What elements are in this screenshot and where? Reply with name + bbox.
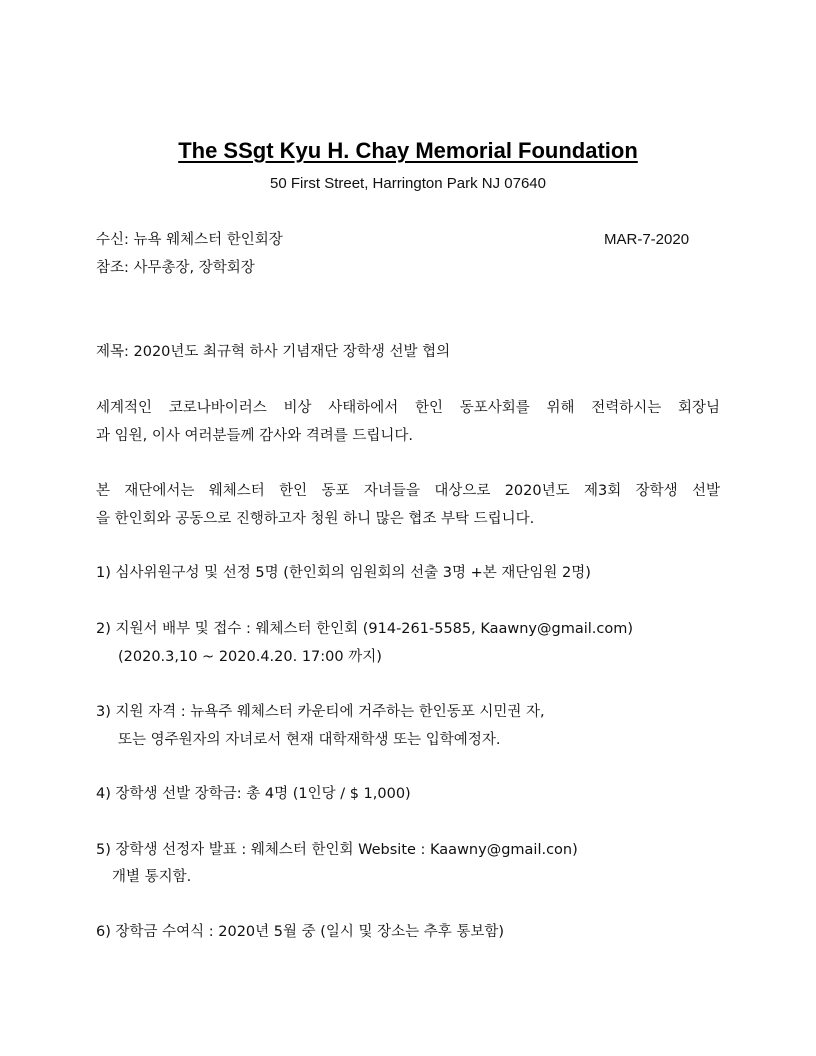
paragraph-1-line-2: 과 임원, 이사 여러분들께 감사와 격려를 드립니다. bbox=[96, 428, 414, 444]
item-2-line-1: 2) 지원서 배부 및 접수 : 웨체스터 한인회 (914-261-5585, Kaawny@gmail.com) bbox=[96, 621, 633, 637]
item-5-line-2: 개별 통지함. bbox=[112, 869, 192, 885]
foundation-title: The SSgt Kyu H. Chay Memorial Foundation bbox=[178, 138, 638, 163]
paragraph-2-line-2: 을 한인회와 공동으로 진행하고자 청원 하니 많은 협조 부탁 드립니다. bbox=[96, 511, 535, 527]
paragraph-1-line-1: 세계적인 코로나바이러스 비상 사태하에서 한인 동포사회를 위해 전력하시는 회장님 bbox=[96, 400, 720, 416]
item-3-line-2: 또는 영주원자의 자녀로서 현재 대학재학생 또는 입학예정자. bbox=[118, 732, 501, 748]
item-5-line-1: 5) 장학생 선정자 발표 : 웨체스터 한인회 Website : Kaawny@gmail.con) bbox=[96, 842, 578, 858]
subject-line: 제목: 2020년도 최규혁 하사 기념재단 장학생 선발 협의 bbox=[96, 344, 451, 360]
foundation-address: 50 First Street, Harrington Park NJ 07640 bbox=[270, 175, 546, 192]
paragraph-2-line-1: 본 재단에서는 웨체스터 한인 동포 자녀들을 대상으로 2020년도 제3회 장학생 선발 bbox=[96, 483, 720, 499]
item-4: 4) 장학생 선발 장학금: 총 4명 (1인당 / $ 1,000) bbox=[96, 786, 411, 802]
cc-line: 참조: 사무총장, 장학회장 bbox=[96, 260, 255, 276]
item-3-line-1: 3) 지원 자격 : 뉴욕주 웨체스터 카운티에 거주하는 한인동포 시민권 자, bbox=[96, 704, 545, 720]
letter-date: MAR-7-2020 bbox=[604, 231, 690, 248]
item-2-line-2: (2020.3,10 ~ 2020.4.20. 17:00 까지) bbox=[118, 649, 382, 665]
item-6: 6) 장학금 수여식 : 2020년 5월 중 (일시 및 장소는 추후 통보함) bbox=[96, 924, 505, 940]
item-1: 1) 심사위원구성 및 선정 5명 (한인회의 임원회의 선출 3명 +본 재단임원 2명) bbox=[96, 565, 591, 581]
recipient-line: 수신: 뉴욕 웨체스터 한인회장 bbox=[96, 232, 283, 248]
